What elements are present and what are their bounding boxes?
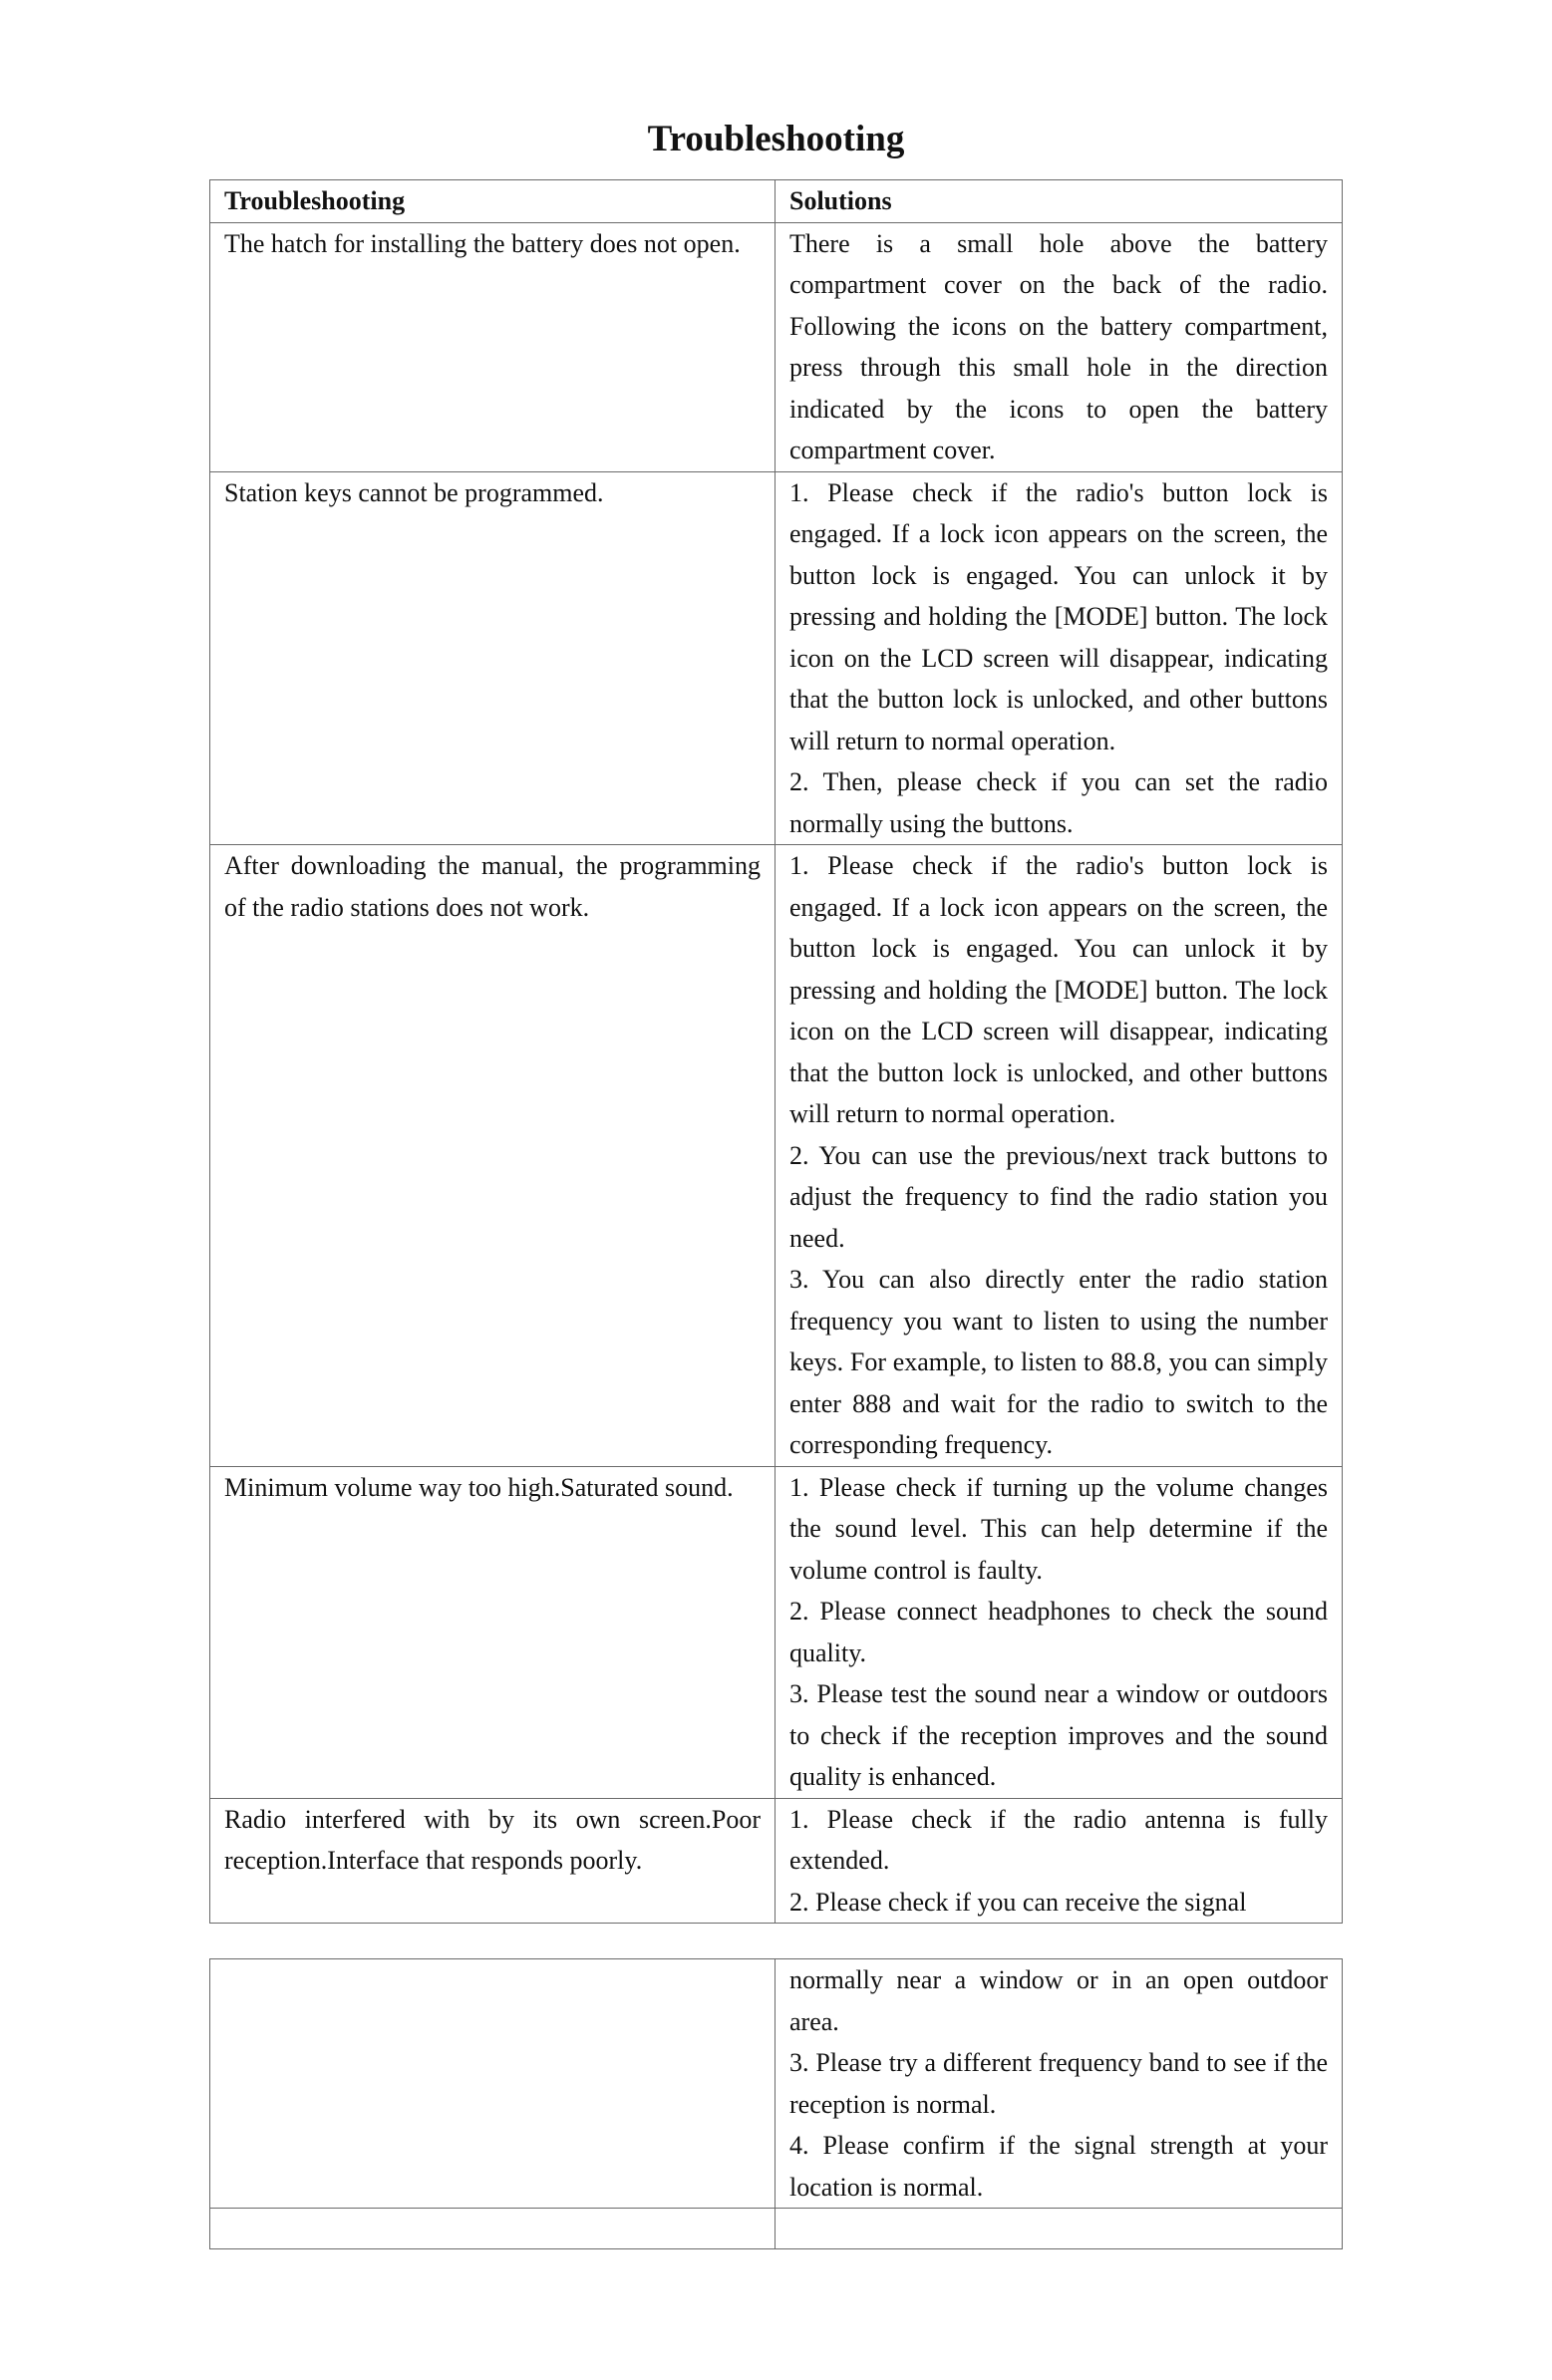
table-row-empty bbox=[210, 2209, 1343, 2249]
page-title: Troubleshooting bbox=[647, 119, 905, 159]
solution-cell bbox=[776, 1466, 1343, 1798]
troubleshooting-table bbox=[209, 179, 1343, 1924]
column-header-solutions: Solutions bbox=[776, 180, 1343, 223]
solution-step: 3. Please try a different frequency band to see if the reception is normal. bbox=[789, 2048, 1328, 2119]
solution-cell bbox=[776, 471, 1343, 845]
problem-text: The hatch for installing the battery does not open. bbox=[224, 228, 741, 258]
solution-step: 2. You can use the previous/next track buttons to adjust the frequency to find the radio station you need. bbox=[789, 1140, 1328, 1253]
empty-cell bbox=[776, 2209, 1343, 2249]
solution-step: 4. Please confirm if the signal strength at your location is normal. bbox=[789, 2131, 1328, 2202]
problem-cell bbox=[210, 471, 776, 845]
solution-step: 1. Please check if the radio's button lock is engaged. If a lock icon appears on the screen, the button lock is engaged. You can unlock it by pressing and holding the [MODE] button. The lock icon on the LCD screen will disappear, indicating that the button lock is unlocked, and other buttons will return to normal operation. bbox=[789, 477, 1328, 755]
problem-text: Radio interfered with by its own screen.Poor reception.Interface that responds poorly. bbox=[224, 1804, 761, 1875]
solution-step: There is a small hole above the battery compartment cover on the back of the radio. Following the icons on the battery compartment, press through this small hole in the direction indicated by the icons to open the battery compartment cover. bbox=[789, 228, 1328, 464]
troubleshooting-table-continued bbox=[209, 1958, 1343, 2249]
table-row bbox=[210, 1798, 1343, 1924]
table-row bbox=[210, 1959, 1343, 2209]
solution-step: 1. Please check if the radio antenna is fully extended. bbox=[789, 1804, 1328, 1875]
solution-cell bbox=[776, 222, 1343, 471]
problem-cell bbox=[210, 222, 776, 471]
table-row bbox=[210, 845, 1343, 1467]
solution-cell bbox=[776, 1959, 1343, 2209]
table-row bbox=[210, 222, 1343, 471]
problem-text: Minimum volume way too high.Saturated sound. bbox=[224, 1472, 734, 1502]
problem-cell bbox=[210, 1466, 776, 1798]
solution-step: 2. Please connect headphones to check the sound quality. bbox=[789, 1597, 1328, 1667]
solution-step: 3. Please test the sound near a window or outdoors to check if the reception improves and the sound quality is enhanced. bbox=[789, 1679, 1328, 1791]
solution-step: normally near a window or in an open outdoor area. bbox=[789, 1965, 1328, 2036]
solution-step: 2. Please check if you can receive the signal bbox=[789, 1887, 1247, 1917]
problem-cell bbox=[210, 1959, 776, 2209]
problem-text: Station keys cannot be programmed. bbox=[224, 477, 604, 507]
problem-cell bbox=[210, 1798, 776, 1924]
solution-step: 1. Please check if the radio's button lock is engaged. If a lock icon appears on the screen, the button lock is engaged. You can unlock it by pressing and holding the [MODE] button. The lock icon on the LCD screen will disappear, indicating that the button lock is unlocked, and other buttons will return to normal operation. bbox=[789, 851, 1328, 1128]
solution-step: 1. Please check if turning up the volume changes the sound level. This can help determine if the volume control is faulty. bbox=[789, 1472, 1328, 1585]
empty-cell bbox=[210, 2209, 776, 2249]
problem-text: After downloading the manual, the programming of the radio stations does not work. bbox=[224, 851, 761, 922]
solution-cell bbox=[776, 1798, 1343, 1924]
table-header-row bbox=[210, 180, 1343, 223]
problem-cell bbox=[210, 845, 776, 1467]
solution-step: 2. Then, please check if you can set the radio normally using the buttons. bbox=[789, 767, 1328, 838]
table-row bbox=[210, 1466, 1343, 1798]
column-header-troubleshooting: Troubleshooting bbox=[210, 180, 776, 223]
table-row bbox=[210, 471, 1343, 845]
solution-cell bbox=[776, 845, 1343, 1467]
solution-step: 3. You can also directly enter the radio station frequency you want to listen to using the number keys. For example, to listen to 88.8, you can simply enter 888 and wait for the radio to switch to the corresponding frequency. bbox=[789, 1265, 1328, 1459]
